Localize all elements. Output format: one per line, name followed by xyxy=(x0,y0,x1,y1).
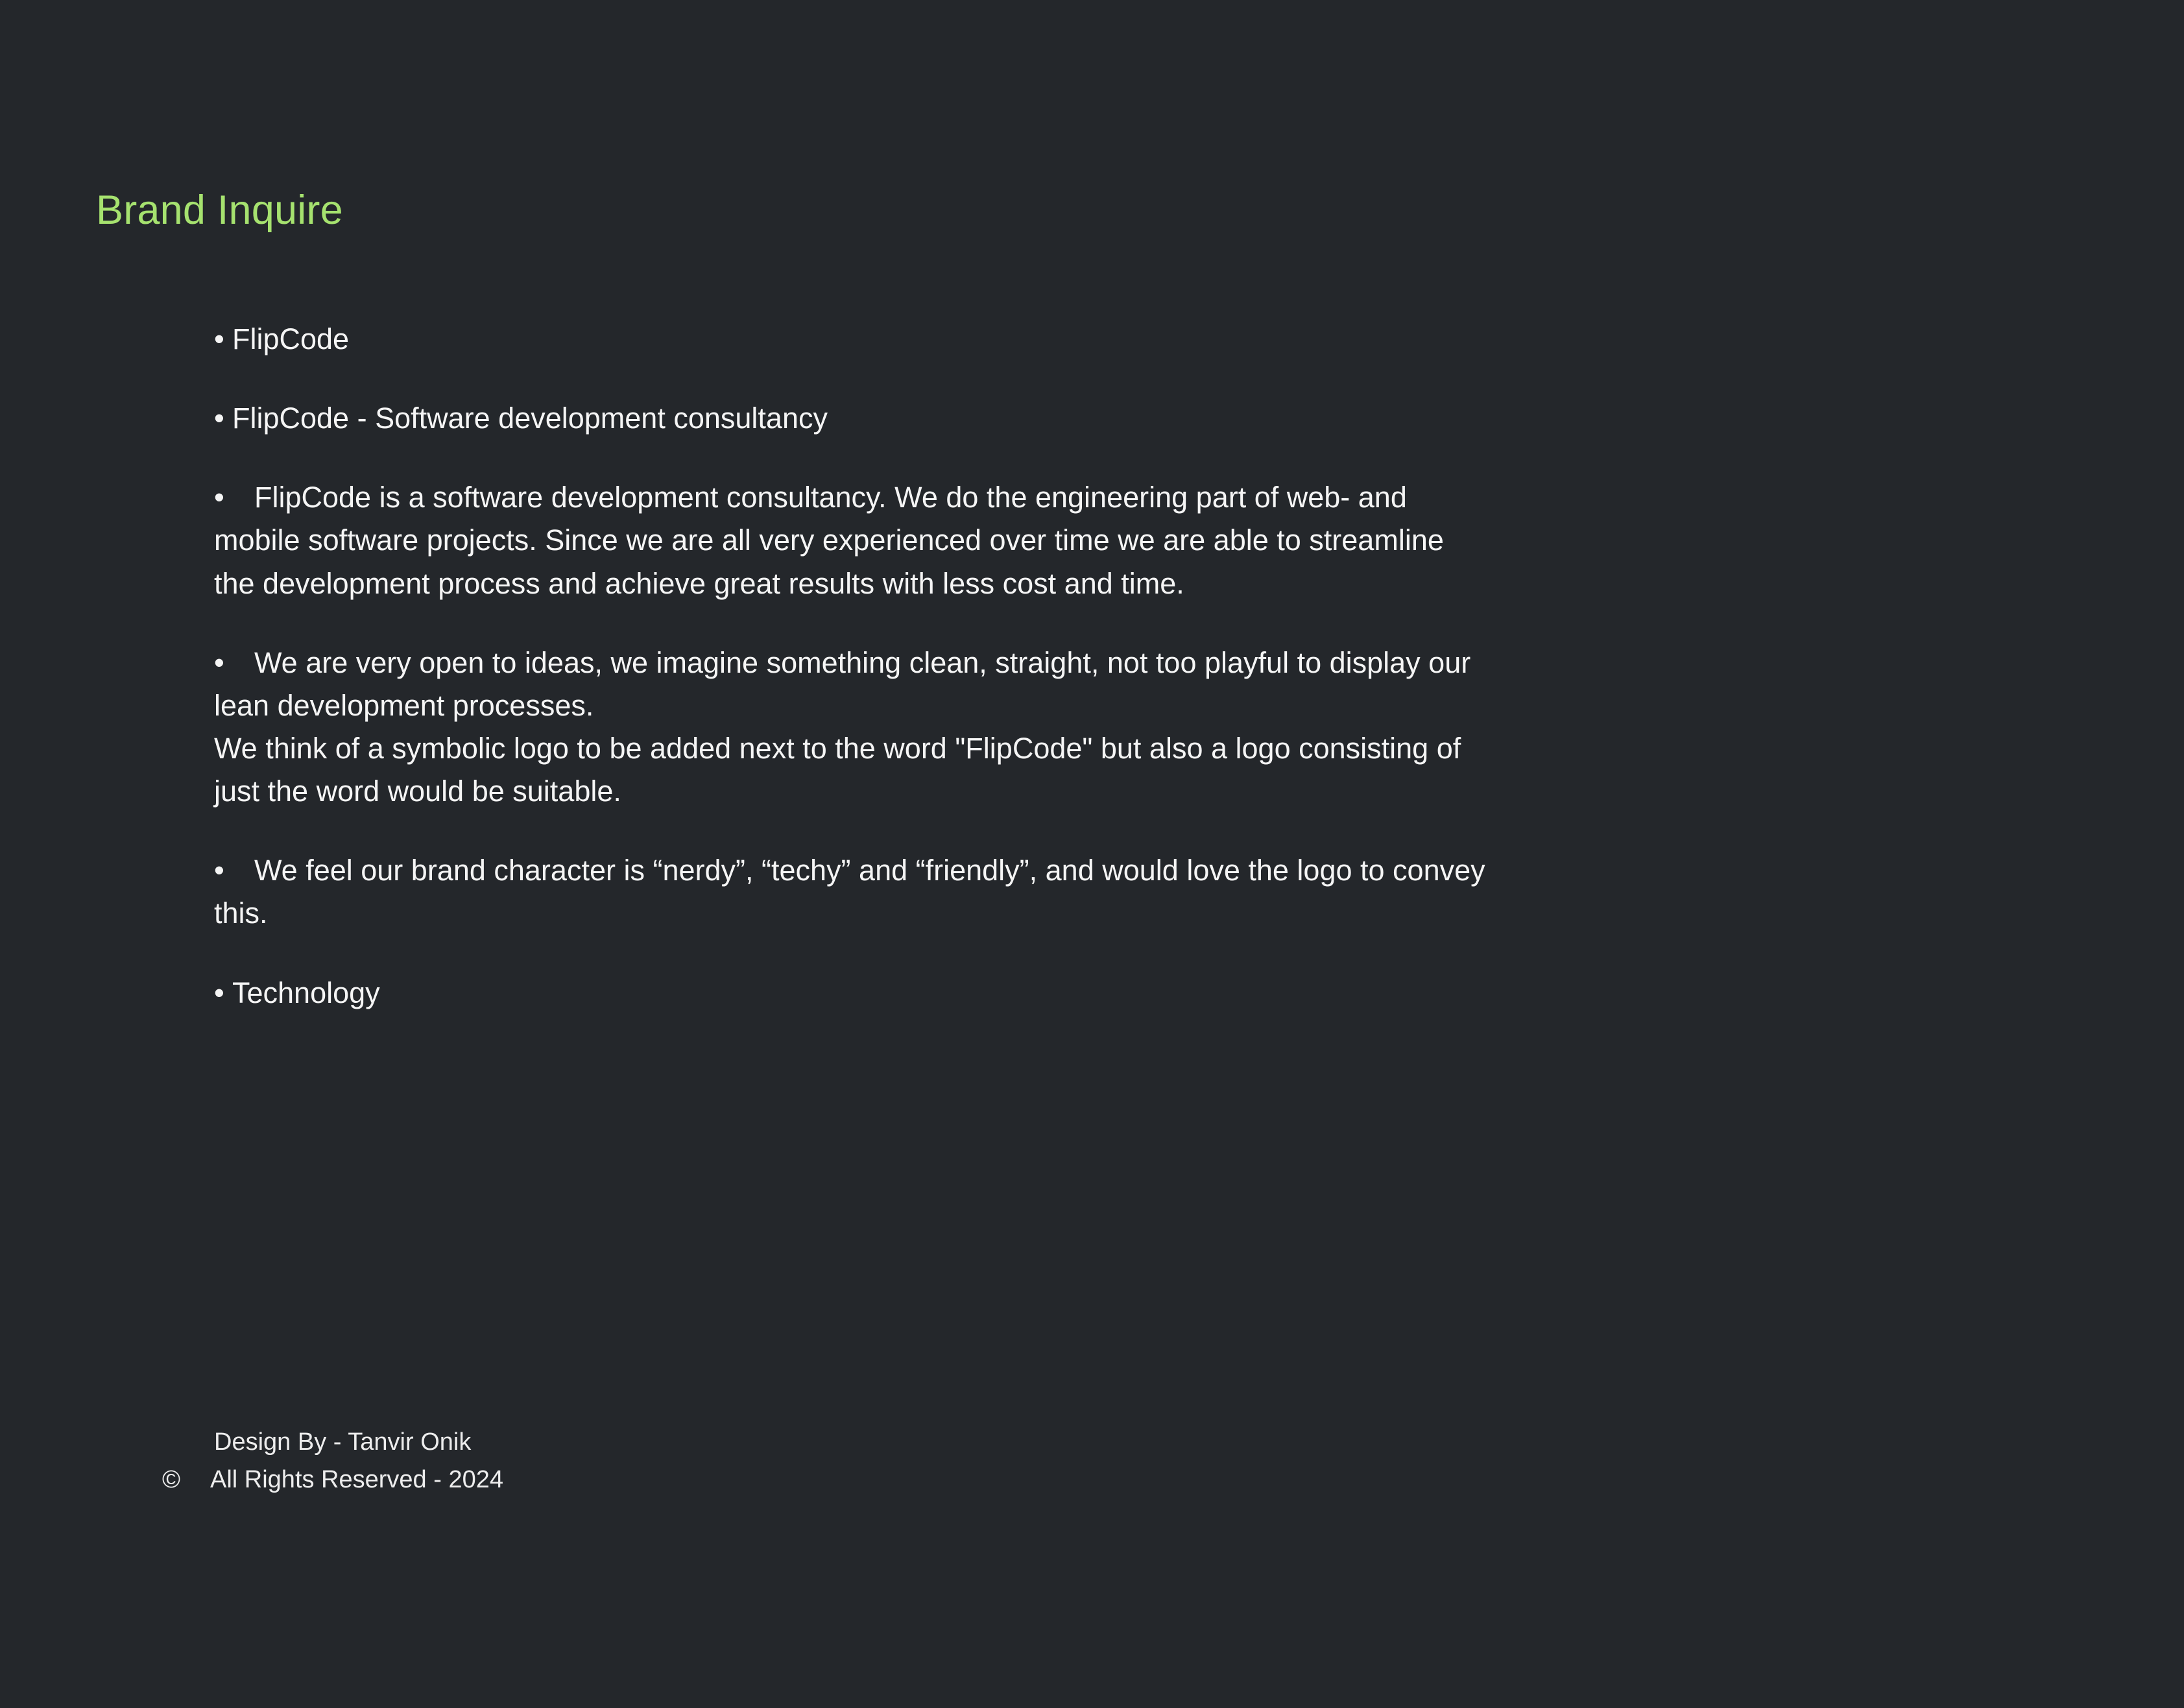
bullet-icon: • xyxy=(214,976,224,1009)
list-item-text: FlipCode - Software development consultancy xyxy=(232,402,828,435)
bullet-icon: • xyxy=(214,645,224,679)
list-item xyxy=(214,476,1875,605)
list-item xyxy=(214,318,1875,361)
list-item-text: We are very open to ideas, we imagine something clean, straight, not too playful to display our xyxy=(254,645,1471,679)
designer-credit: Design By - Tanvir Onik xyxy=(214,1428,472,1456)
slide-footer xyxy=(162,1424,503,1499)
copyright-icon: © xyxy=(162,1465,180,1493)
list-item-text: lean development processes. xyxy=(214,688,594,722)
list-item xyxy=(214,849,1875,935)
copyright-text: All Rights Reserved - 2024 xyxy=(210,1465,503,1493)
list-item-text: mobile software projects. Since we are all very experienced over time we are able to streamline xyxy=(214,523,1444,557)
list-item-text: this. xyxy=(214,896,268,930)
bullet-icon: • xyxy=(214,402,224,435)
list-item xyxy=(214,642,1875,813)
bullet-icon: • xyxy=(214,322,224,355)
list-item xyxy=(214,397,1875,440)
list-item-text: We feel our brand character is “nerdy”, “techy” and “friendly”, and would love the logo to convey xyxy=(254,854,1485,887)
list-item-text: FlipCode is a software development consultancy. We do the engineering part of web- and xyxy=(254,481,1407,514)
list-item-text: FlipCode xyxy=(232,322,350,355)
list-item-text: Technology xyxy=(232,976,380,1009)
page-title: Brand Inquire xyxy=(96,187,343,233)
list-item-text: We think of a symbolic logo to be added next to the word "FlipCode" but also a logo consisting of xyxy=(214,731,1461,765)
bullet-icon: • xyxy=(214,854,224,887)
list-item-text: just the word would be suitable. xyxy=(214,775,621,808)
list-item xyxy=(214,972,1875,1015)
copyright-line xyxy=(162,1461,503,1499)
list-item-text: the development process and achieve great results with less cost and time. xyxy=(214,566,1184,600)
bullet-icon: • xyxy=(214,481,224,514)
bullet-list xyxy=(214,318,1875,1051)
